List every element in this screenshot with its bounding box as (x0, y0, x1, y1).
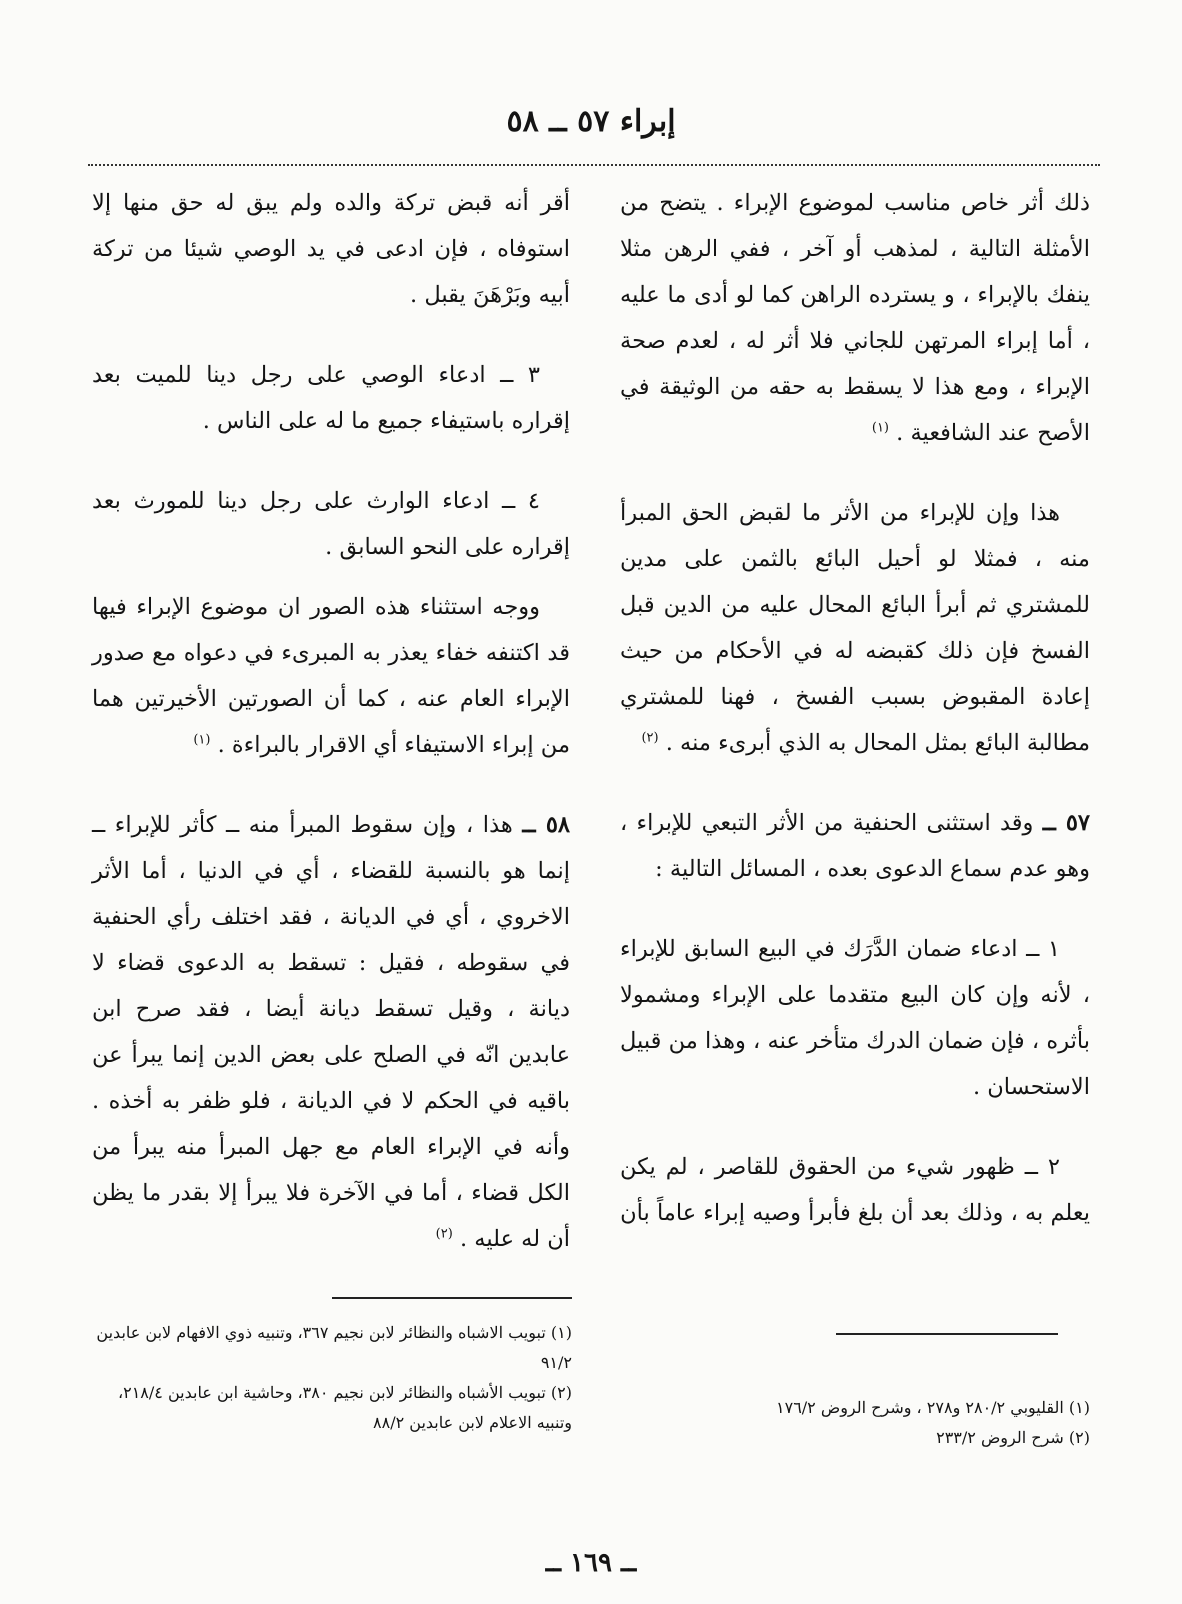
paragraph (92, 584, 570, 768)
paragraph (620, 180, 1090, 456)
footnote-ref: (٢) (435, 1226, 453, 1242)
section-paragraph-58 (92, 802, 570, 1262)
paragraph-text: هذا ، وإن سقوط المبرأ منه ــ كأثر للإبراء ــ إنما هو بالنسبة للقضاء ، أي في الدنيا ، أما الأثر الاخروي ، أي في الديانة ، فقد اختلف رأي الحنفية في سقوطه ، فقيل : تسقط به الدعوى قضاء لا ديانة ، وقيل تسقط ديانة أيضا ، فقد صرح ابن عابدين انّه في الصلح على بعض الدين إنما يبرأ عن باقيه في الحكم لا في الديانة ، فلو ظفر به أخذه . وأنه في الإبراء العام مع جهل المبرأ منه يبرأ من الكل قضاء ، أما في الآخرة فلا يبرأ إلا بقدر ما يظن أن له عليه . (92, 812, 570, 1252)
paragraph-text: ووجه استثناء هذه الصور ان موضوع الإبراء فيها قد اكتنفه خفاء يعذر به المبرىء في دعواه مع صدور الإبراء العام عنه ، كما أن الصورتين الأخيرتين هما من إبراء الاستيفاء أي الاقرار بالبراءة . (92, 594, 570, 758)
page-header: إبراء ٥٧ ــ ٥٨ (506, 104, 676, 139)
paragraph (92, 180, 570, 318)
paragraph-text: هذا وإن للإبراء من الأثر ما لقبض الحق المبرأ منه ، فمثلا لو أحيل البائع بالثمن على مدين للمشتري ثم أبرأ البائع المحال عليه من الدين قبل الفسخ فإن ذلك كقبضه له في الأحكام من حيث إعادة المقبوض بسبب الفسخ ، فهنا للمشتري مطالبة البائع بمثل المحال به الذي أبرىء منه . (620, 500, 1090, 756)
section-number: ٥٧ ــ (1042, 810, 1090, 836)
paragraph (620, 1144, 1090, 1236)
paragraph-text: ٢ ــ ظهور شيء من الحقوق للقاصر ، لم يكن يعلم به ، وذلك بعد أن بلغ فأبرأ وصيه إبراء عاماً بأن (620, 1154, 1090, 1226)
paragraph (620, 490, 1090, 766)
paragraph-text: وقد استثنى الحنفية من الأثر التبعي للإبراء ، وهو عدم سماع الدعوى بعده ، المسائل التالية : (620, 810, 1090, 882)
section-number: ٥٨ ــ (522, 812, 570, 838)
paragraph-text: ٣ ــ ادعاء الوصي على رجل دينا للميت بعد إقراره باستيفاء جميع ما له على الناس . (92, 362, 570, 434)
footnote-divider (332, 1297, 572, 1299)
page-number: ــ ١٦٩ ــ (545, 1548, 637, 1578)
paragraph (92, 478, 570, 570)
paragraph-text: ذلك أثر خاص مناسب لموضوع الإبراء . يتضح من الأمثلة التالية ، لمذهب أو آخر ، ففي الرهن مثلا ينفك بالإبراء ، و يسترده الراهن كما لو أدى ما عليه ، أما إبراء المرتهن للجاني فلا أثر له ، لعدم صحة الإبراء ، ومع هذا لا يسقط به حقه من الوثيقة في الأصح عند الشافعية . (620, 190, 1090, 446)
right-column (620, 180, 1090, 1270)
paragraph (620, 926, 1090, 1110)
section-paragraph-57 (620, 800, 1090, 892)
footnote: (٢) شرح الروض ٢٣٣/٢ (936, 1428, 1090, 1447)
footnote-divider (836, 1333, 1058, 1335)
footnote: (٢) تبويب الأشباه والنظائر لابن نجيم ٣٨٠، وحاشية ابن عابدين ٢١٨/٤، وتنبيه الاعلام لابن عابدين ٨٨/٢ (117, 1383, 572, 1432)
footnotes-right (620, 1393, 1090, 1453)
left-column (92, 180, 570, 1296)
paragraph-text: ٤ ــ ادعاء الوارث على رجل دينا للمورث بعد إقراره على النحو السابق . (92, 488, 570, 560)
footnotes-left (92, 1318, 572, 1438)
header-divider (88, 164, 1100, 166)
paragraph-text: أقر أنه قبض تركة والده ولم يبق له حق منها إلا استوفاه ، فإن ادعى في يد الوصي شيئا من تركة أبيه وبَرْهَنَ يقبل . (92, 190, 570, 308)
footnote: (١) القليوبي ٢٨٠/٢ و٢٧٨ ، وشرح الروض ١٧٦/٢ (776, 1398, 1090, 1417)
footnote-ref: (١) (871, 420, 889, 436)
footnote-ref: (١) (193, 732, 211, 748)
footnote-ref: (٢) (641, 730, 659, 746)
paragraph-text: ١ ــ ادعاء ضمان الدَّرَك في البيع السابق للإبراء ، لأنه وإن كان البيع متقدما على الإبراء ومشمولا بأثره ، فإن ضمان الدرك متأخر عنه ، وهذا من قبيل الاستحسان . (620, 936, 1090, 1100)
paragraph (92, 352, 570, 444)
footnote: (١) تبويب الاشباه والنظائر لابن نجيم ٣٦٧، وتنبيه ذوي الافهام لابن عابدين ٩١/٢ (96, 1323, 572, 1372)
